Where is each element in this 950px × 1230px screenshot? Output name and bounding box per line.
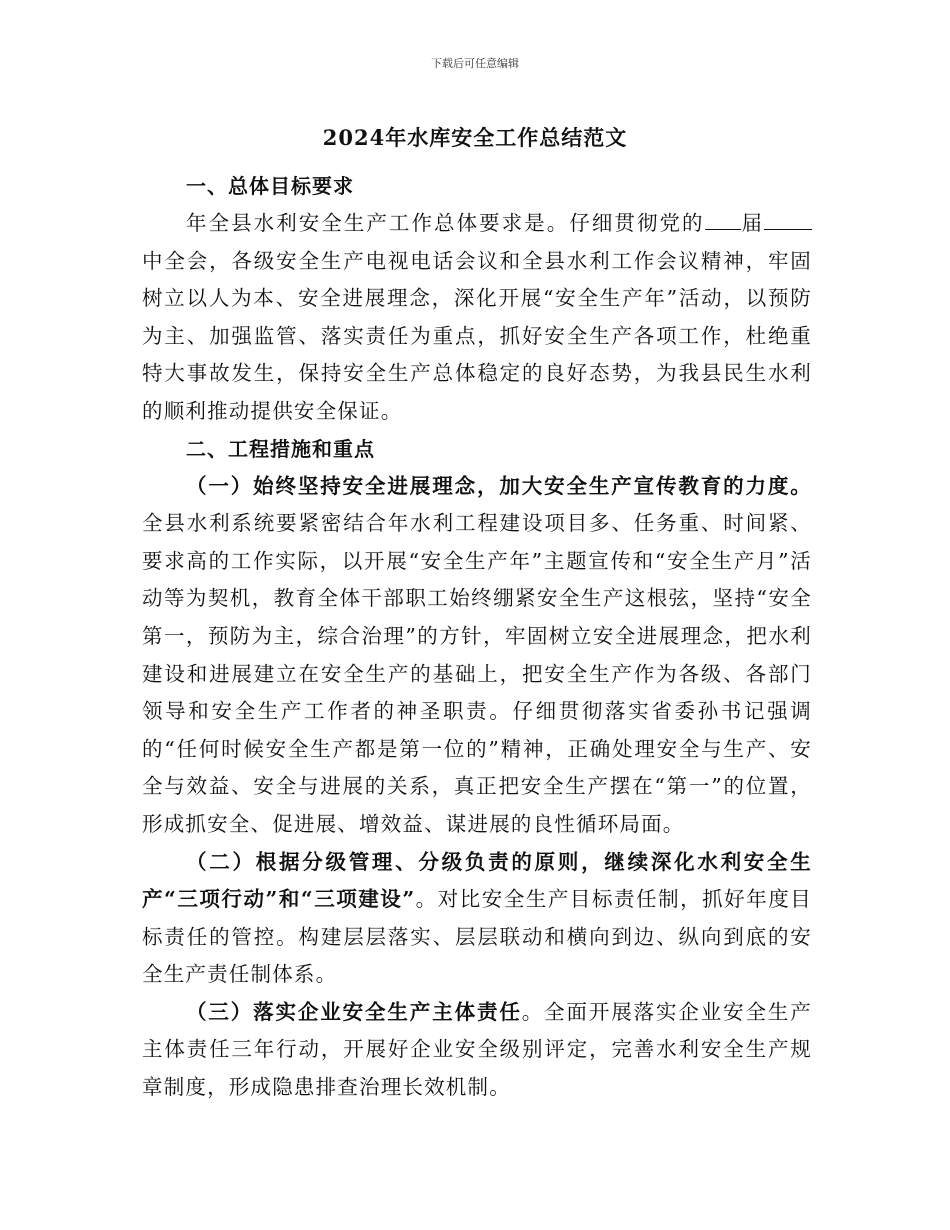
measure-item-3-text: 。全面开展落实企业安全生产主体责任三年行动，开展好企业安全级别评定，完善水利安全生产规章制度，形成隐患排查治理长效机制。 [142, 999, 812, 1100]
section-heading-2: 二、工程措施和重点 [186, 436, 375, 461]
paragraph-text: 年全县水利安全生产工作总体要求是。仔细贯彻党的 [186, 211, 705, 235]
measure-item-1-title: （一）始终坚持安全进展理念，加大安全生产宣传教育的力度。 [186, 473, 812, 498]
measure-item-3 [142, 994, 812, 1107]
measure-item-1-text: 全县水利系统要紧密结合年水利工程建设项目多、任务重、时间紧、要求高的工作实际，以开展“安全生产年”主题宣传和“安全生产月”活动等为契机，教育全体干部职工始终绷紧安全生产这根弦，坚持“安全第一，预防为主，综合治理”的方针，牢固树立安全进展理念，把水利建设和进展建立在安全生产的基础上，把安全生产作为各级、各部门领导和安全生产工作者的神圣职责。仔细贯彻落实省委孙书记强调的“任何时候安全生产都是第一位的”精神，正确处理安全与生产、安全与效益、安全与进展的关系，真正把安全生产摆在“第一”的位置，形成抓安全、促进展、增效益、谋进展的良性循环局面。 [142, 511, 812, 836]
measure-item-2-title: （二）根据分级管理、分级负责的原则，继续深化水利安全生产“三项行动”和“三项建设” [142, 849, 812, 912]
measure-item-2 [142, 844, 812, 994]
paragraph-text: 届 [740, 211, 764, 235]
section-heading-1: 一、总体目标要求 [186, 174, 354, 198]
blank-line [705, 209, 741, 230]
measure-item-1 [142, 468, 812, 844]
paragraph-text: 中全会，各级安全生产电视电话会议和全县水利工作会议精神，牢固树立以人为本、安全进展理念，深化开展“安全生产年”活动，以预防为主、加强监管、落实责任为重点，抓好安全生产各项工作，杜绝重特大事故发生，保持安全生产总体稳定的良好态势，为我县民生水利的顺利推动提供安全保证。 [142, 248, 812, 423]
section-1-paragraph [142, 205, 812, 431]
document-title: 2024年水库安全工作总结范文 [322, 125, 628, 150]
blank-line [764, 209, 812, 230]
measure-item-3-title: （三）落实企业安全生产主体责任 [186, 999, 522, 1024]
document-body [142, 168, 812, 1107]
measure-item-2-text: 。对比安全生产目标责任制，抓好年度目标责任的管控。构建层层落实、层层联动和横向到边、纵向到底的安全生产责任制体系。 [142, 887, 812, 987]
page-header: 下载后可任意编辑 [431, 57, 519, 70]
